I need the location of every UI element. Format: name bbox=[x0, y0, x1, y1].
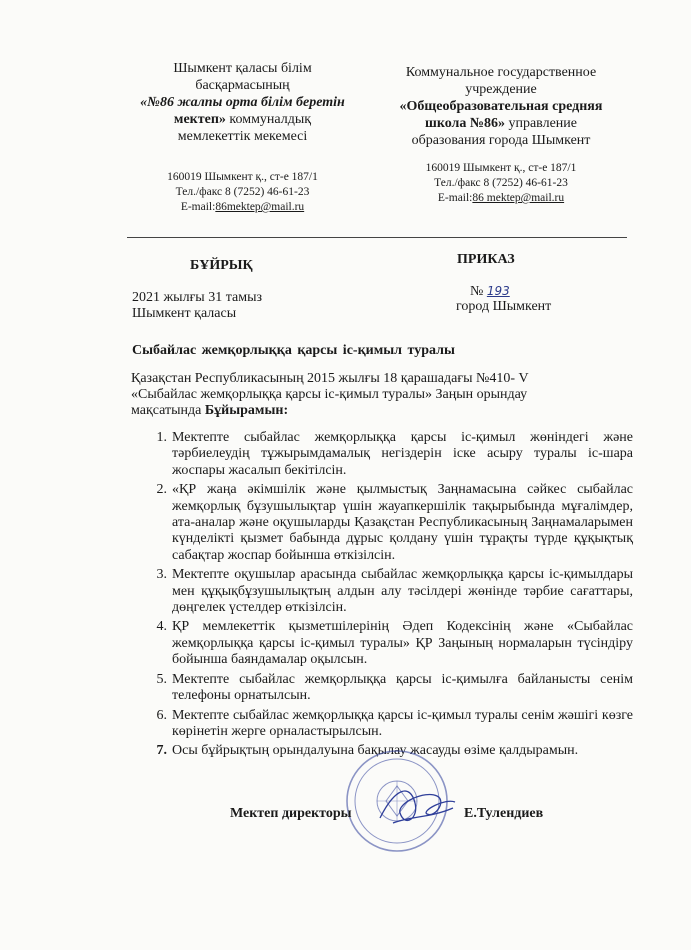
header-left-line1: Шымкент қаласы білім bbox=[173, 61, 312, 76]
order-number-label: № bbox=[470, 284, 484, 299]
header-left-line5: мемлекеттік мекемесі bbox=[177, 129, 308, 144]
list-item-number: 2. bbox=[156, 482, 167, 498]
list-item-text: Осы бұйрықтың орындалуына бақылау жасауды өзіме қалдырамын. bbox=[172, 743, 579, 759]
header-right-line4 bbox=[372, 115, 630, 132]
header-left-email-link[interactable]: 86mektep@mail.ru bbox=[215, 201, 305, 213]
list-item-number: 1. bbox=[156, 430, 167, 445]
order-subject: Сыбайлас жемқорлыққа қарсы іс-қимыл туралы bbox=[132, 343, 455, 358]
header-right-email-line bbox=[372, 191, 630, 206]
order-number-handwritten: 193 bbox=[486, 284, 510, 298]
list-item-text: Мектепте сыбайлас жемқорлыққа қарсы іс-қимыл жөніндегі және тәрбиелеудің тұжырымдамалық негіздерін іске асыру туралы іс-шара жоспары жасалып бекітілсін. bbox=[172, 430, 633, 478]
list-item bbox=[148, 430, 633, 479]
list-item bbox=[148, 708, 633, 741]
date-kazakh: 2021 жылғы 31 тамыз bbox=[132, 290, 263, 305]
header-left-line3: «№86 жалпы орта білім беретін bbox=[140, 95, 345, 110]
header-left-line4-bold: мектеп» bbox=[173, 112, 226, 127]
intro-paragraph bbox=[131, 371, 571, 419]
list-item bbox=[148, 672, 633, 705]
list-item-number: 3. bbox=[156, 567, 167, 583]
order-number-line bbox=[470, 284, 510, 300]
intro-line2: «Сыбайлас жемқорлыққа қарсы іс-қимыл туралы» Заңын орындау bbox=[131, 387, 528, 402]
handwritten-signature-icon bbox=[375, 778, 460, 838]
header-right-email-label: E-mail: bbox=[437, 192, 473, 204]
header-left-email-label: E-mail: bbox=[180, 201, 216, 213]
header-left-phone: Тел./факс 8 (7252) 46-61-23 bbox=[175, 186, 310, 198]
header-divider bbox=[127, 237, 627, 238]
order-items-list bbox=[148, 430, 633, 763]
header-right-line1: Коммунальное государственное bbox=[405, 65, 597, 80]
list-item bbox=[148, 482, 633, 564]
list-item-number: 4. bbox=[156, 619, 167, 635]
city-kazakh: Шымкент қаласы bbox=[132, 306, 237, 321]
signature-title: Мектеп директоры bbox=[230, 806, 352, 821]
header-kazakh bbox=[120, 60, 365, 215]
title-kazakh: БҰЙРЫҚ bbox=[190, 258, 253, 273]
header-right-contacts bbox=[372, 161, 630, 206]
header-russian bbox=[372, 64, 630, 206]
signature-name: Е.Тулендиев bbox=[464, 806, 544, 821]
list-item-number: 7. bbox=[156, 743, 167, 759]
header-right-line5: образования города Шымкент bbox=[411, 133, 591, 148]
header-left-line4 bbox=[120, 111, 365, 128]
header-right-line2: учреждение bbox=[465, 82, 537, 97]
list-item bbox=[148, 619, 633, 668]
intro-command: Бұйырамын: bbox=[204, 403, 289, 418]
header-right-address: 160019 Шымкент қ., ст-е 187/1 bbox=[425, 162, 577, 174]
header-right-email-link[interactable]: 86 mektep@mail.ru bbox=[472, 192, 565, 204]
intro-line3 bbox=[131, 403, 571, 419]
header-left-line2: басқармасының bbox=[195, 78, 290, 93]
list-item-text: Мектепте сыбайлас жемқорлыққа қарсы іс-қимыл туралы сенім жәшігі көзге көрінетін жерге орналастырылсын. bbox=[172, 707, 633, 739]
list-item-text: ҚР мемлекеттік қызметшілерінің Әдеп Кодексінің және «Сыбайлас жемқорлыққа қарсы іс-қимыл туралы» ҚР Заңының нормаларын түсіндіру бойынша баяндамалар оқылсын. bbox=[172, 619, 633, 668]
list-item-number: 6. bbox=[156, 707, 167, 723]
intro-line1: Қазақстан Республикасының 2015 жылғы 18 қарашадағы №410- V bbox=[131, 371, 529, 386]
list-item-text: Мектепте сыбайлас жемқорлыққа қарсы іс-қимылға байланысты сенім телефоны орнатылсын. bbox=[172, 671, 633, 704]
list-item bbox=[148, 567, 633, 616]
header-left-email-line bbox=[120, 200, 365, 215]
header-right-line4-rest: управление bbox=[504, 116, 577, 131]
city-russian: город Шымкент bbox=[456, 299, 552, 314]
header-right-line3: «Общеобразовательная средняя bbox=[399, 99, 603, 114]
list-item-text: «ҚР жаңа әкімшілік және қылмыстық Заңнамасына сәйкес сыбайлас жемқорлық бұзушылықтар үшін жауапкершілік тақырыбында мұғалімдер, ата-аналар және оқушыларды Қазақстан Республикасының Заңнамаларымен күнделікті қызмет бабында дұрыс қолдану үшін тұрақты түрде құқықтық сабақтар жоспар бойынша өткізілсін. bbox=[172, 482, 633, 563]
header-left-line4-rest: коммуналдық bbox=[225, 112, 312, 127]
intro-line3-text: мақсатында bbox=[131, 403, 205, 418]
list-item-number: 5. bbox=[156, 671, 167, 687]
list-item-text: Мектепте оқушылар арасында сыбайлас жемқорлыққа қарсы іс-қимылдары мен құқықбұзушылықтың алдын алу тәсілдері жөнінде тәрбие сағаттары, дөңгелек үстелдер өткізілсін. bbox=[172, 567, 633, 616]
header-right-line4-bold: школа №86» bbox=[425, 116, 505, 131]
header-left-address: 160019 Шымкент қ., ст-е 187/1 bbox=[167, 171, 318, 183]
header-right-phone: Тел./факс 8 (7252) 46-61-23 bbox=[434, 177, 568, 189]
title-russian: ПРИКАЗ bbox=[457, 252, 515, 267]
header-left-contacts bbox=[120, 170, 365, 215]
